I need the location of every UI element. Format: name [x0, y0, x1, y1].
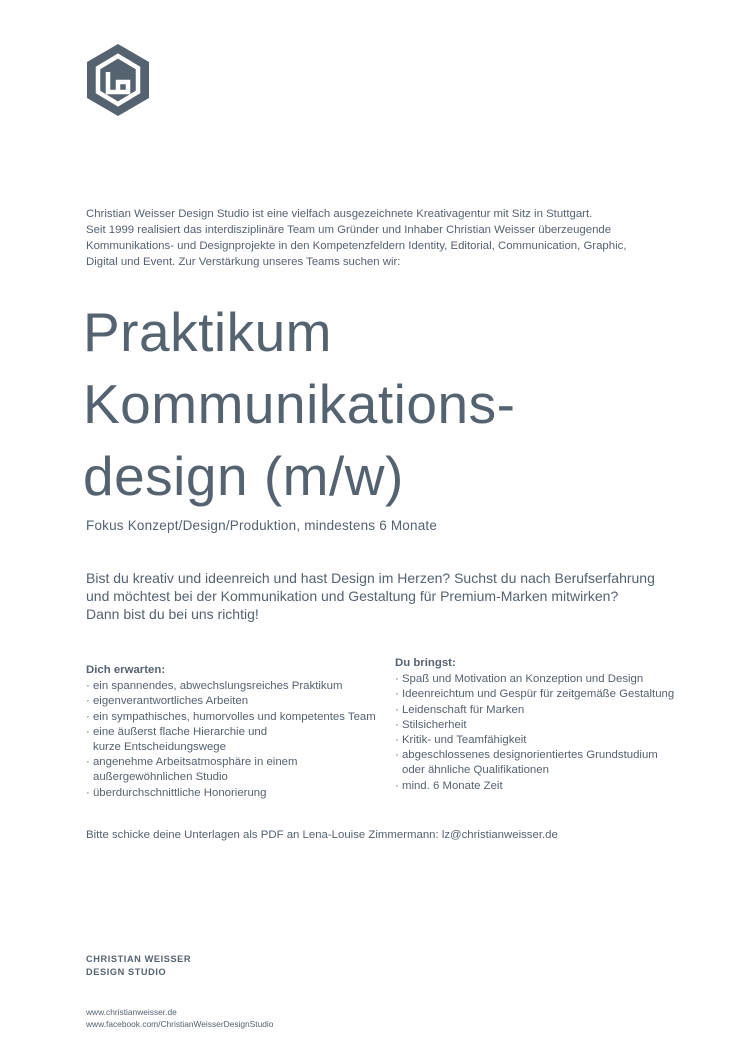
list-item-text: · Kritik- und Teamfähigkeit: [395, 734, 527, 747]
list-item: [86, 710, 386, 725]
facebook-link[interactable]: www.facebook.com/ChristianWeisserDesignStudio: [86, 1018, 274, 1029]
list-item: [86, 679, 386, 694]
job-title-line: Praktikum: [83, 301, 332, 363]
list-item: [395, 733, 715, 748]
website-link[interactable]: www.christianweisser.de: [86, 1007, 177, 1017]
brand-line: DESIGN STUDIO: [86, 966, 167, 977]
list-item-text: oder ähnliche Qualifikationen: [402, 764, 549, 777]
list-item-text: · abgeschlossenes designorientiertes Grundstudium: [395, 749, 658, 762]
job-title: [83, 296, 703, 512]
lead-line: und möchtest bei der Kommunikation und Gestaltung für Premium-Marken mitwirken?: [86, 588, 619, 604]
list-item: [395, 748, 715, 778]
brand-name: [86, 953, 191, 978]
lead-paragraph: [86, 569, 686, 623]
list-item-text: · Ideenreichtum und Gespür für zeitgemäße Gestaltung: [395, 688, 675, 701]
list-item: [395, 779, 715, 794]
list-item-text: · eine äußerst flache Hierarchie und: [86, 725, 268, 738]
offers-section: [86, 663, 386, 801]
list-item: [86, 694, 386, 709]
list-item: [395, 703, 715, 718]
list-item-text: · überdurchschnittliche Honorierung: [86, 786, 267, 799]
intro-line: Kommunikations- und Designprojekte in den Kompetenzfeldern Identity, Editorial, Communication, Graphic,: [86, 240, 627, 252]
lead-line: Dann bist du bei uns richtig!: [86, 606, 259, 622]
list-item-text: · Leidenschaft für Marken: [395, 703, 525, 716]
list-item-text: · angenehme Arbeitsatmosphäre in einem: [86, 756, 298, 769]
lead-line: Bist du kreativ und ideenreich und hast Design im Herzen? Suchst du nach Berufserfahrung: [86, 570, 655, 586]
requirements-section: [395, 656, 715, 794]
list-item: [86, 786, 386, 801]
list-item: [395, 718, 715, 733]
list-item-text: kurze Entscheidungswege: [93, 741, 226, 754]
offers-heading: Dich erwarten:: [86, 664, 166, 676]
list-item-text: · ein spannendes, abwechslungsreiches Praktikum: [86, 680, 343, 693]
list-item-text: · ein sympathisches, humorvolles und kompetentes Team: [86, 710, 376, 723]
job-title-line: design (m/w): [83, 445, 404, 507]
footer-links: [86, 1007, 273, 1030]
requirements-list: [395, 672, 715, 794]
intro-line: Digital und Event. Zur Verstärkung unseres Teams suchen wir:: [86, 256, 401, 268]
list-item: [395, 672, 715, 687]
intro-line: Christian Weisser Design Studio ist eine vielfach ausgezeichnete Kreativagentur mit Sitz in Stuttgart.: [86, 208, 593, 220]
list-item: [86, 755, 386, 785]
list-item-text: · Spaß und Motivation an Konzeption und Design: [395, 673, 644, 686]
contact-text: Bitte schicke deine Unterlagen als PDF an Lena-Louise Zimmermann: lz@christianweisser.de: [86, 829, 558, 841]
intro-paragraph: [86, 206, 686, 270]
list-item: [86, 725, 386, 755]
requirements-heading: Du bringst:: [395, 657, 456, 669]
intro-line: Seit 1999 realisiert das interdisziplinäre Team um Gründer und Inhaber Christian Weisser überzeugende: [86, 224, 612, 236]
cw-hexagon-logo-icon: [84, 42, 152, 118]
job-title-line: Kommunikations-: [83, 373, 516, 435]
list-item-text: außergewöhnlichen Studio: [93, 771, 228, 784]
brand-line: CHRISTIAN WEISSER: [86, 954, 192, 964]
job-subtitle: Fokus Konzept/Design/Produktion, mindestens 6 Monate: [86, 518, 438, 533]
list-item-text: · mind. 6 Monate Zeit: [395, 779, 503, 792]
offers-list: [86, 679, 386, 801]
list-item: [395, 687, 715, 702]
list-item-text: · eigenverantwortliches Arbeiten: [86, 695, 249, 708]
list-item-text: · Stilsicherheit: [395, 718, 467, 731]
